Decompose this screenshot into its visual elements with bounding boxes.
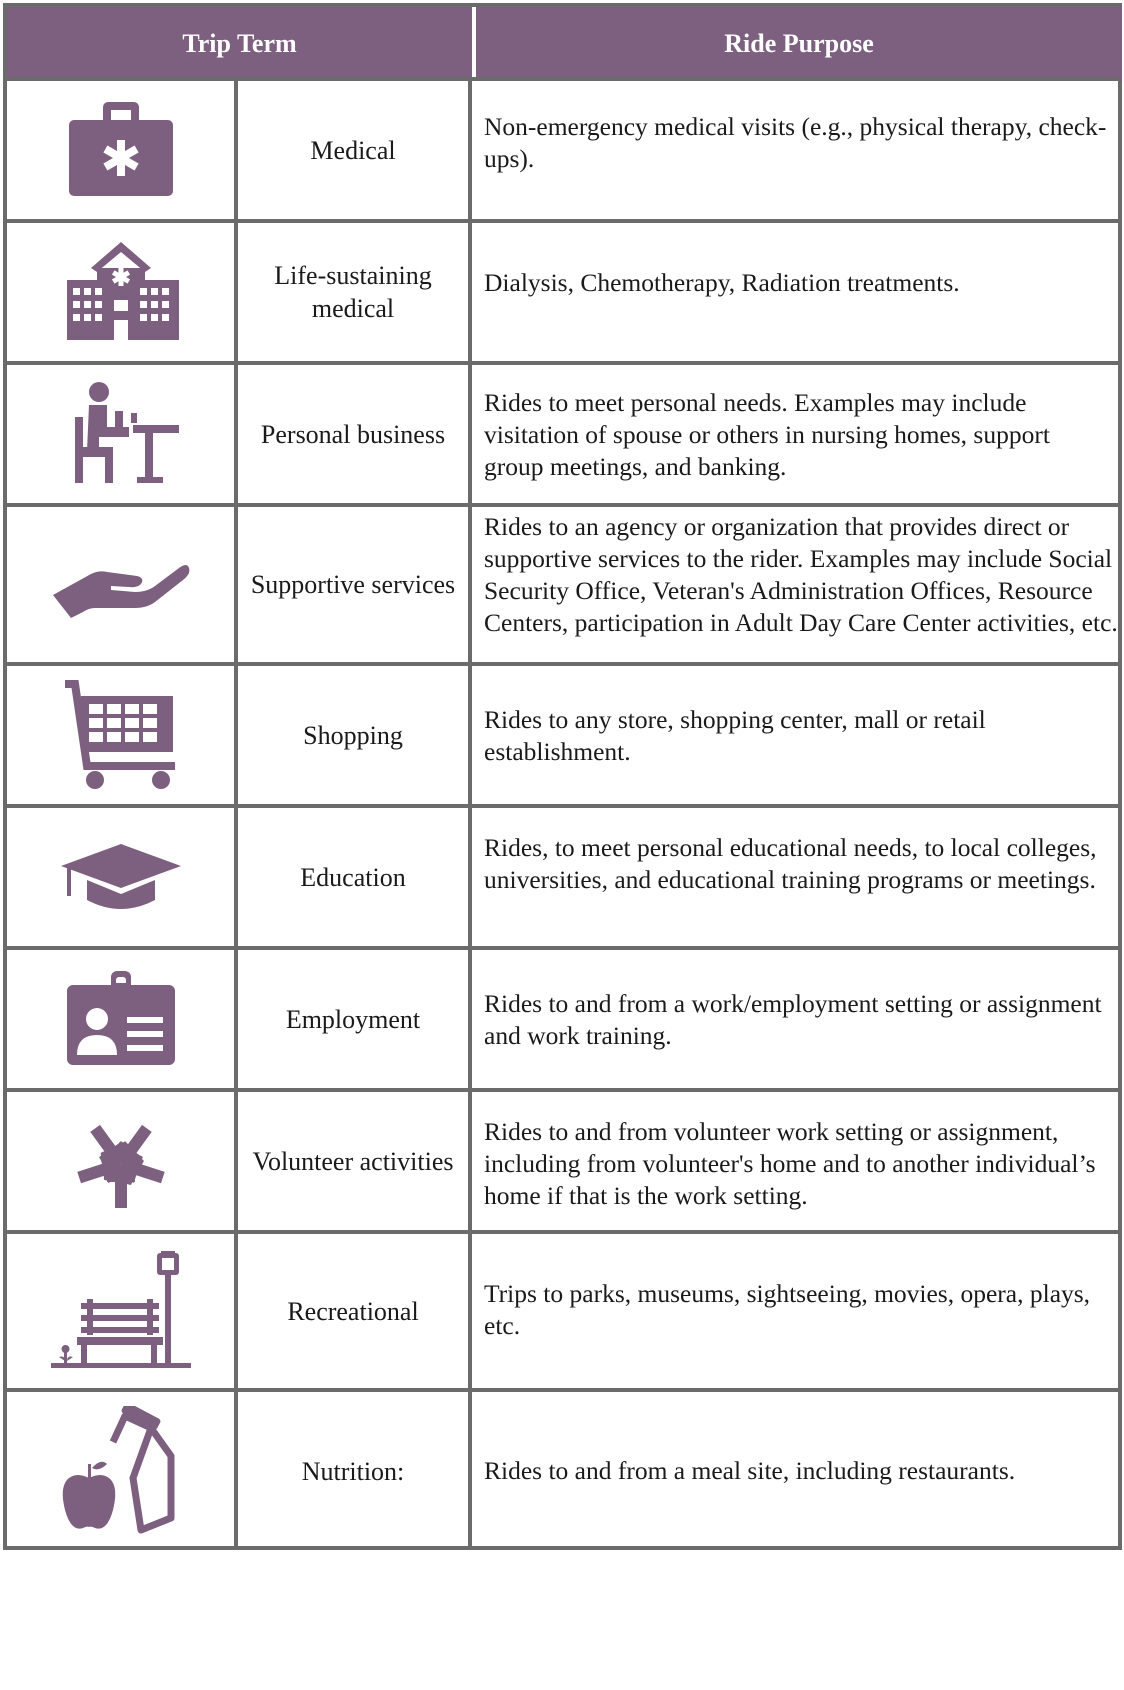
purpose-cell: Rides to meet personal needs. Examples may include visitation of spouse or others in nursing homes, support group meetings, and banking.: [484, 388, 1050, 481]
term-cell: Medical: [238, 81, 472, 219]
table-row: [7, 946, 1118, 1088]
table-row: [7, 804, 1118, 946]
term-cell: Volunteer activities: [238, 1092, 472, 1230]
person-at-desk-icon: [61, 381, 181, 487]
id-badge-icon: [61, 969, 181, 1069]
term-cell: Personal business: [238, 365, 472, 503]
open-hand-icon: [51, 550, 191, 620]
table-row: [7, 219, 1118, 361]
table-row: [7, 1230, 1118, 1388]
header-ride-purpose: Ride Purpose: [476, 7, 1122, 81]
purpose-cell: Non-emergency medical visits (e.g., physical therapy, check-ups).: [484, 112, 1107, 173]
graduation-cap-icon: [59, 842, 183, 912]
term-cell: Recreational: [238, 1234, 472, 1388]
medical-kit-icon: [61, 100, 181, 200]
term-cell: Shopping: [238, 666, 472, 804]
hands-together-icon: [56, 1096, 186, 1226]
table-row: [7, 503, 1118, 662]
lunch-bag-apple-icon: [61, 1406, 181, 1536]
table-row: [7, 361, 1118, 503]
trip-term-table: [3, 3, 1122, 1550]
purpose-cell: Rides to and from volunteer work setting or assignment, including from volunteer's home and to another individual’s home if that is the work setting.: [484, 1117, 1096, 1210]
purpose-cell: Dialysis, Chemotherapy, Radiation treatments.: [484, 268, 960, 297]
term-cell: Education: [238, 808, 472, 946]
term-cell: Employment: [238, 950, 472, 1088]
term-cell: Nutrition:: [238, 1392, 472, 1550]
term-cell: Supportive services: [238, 507, 472, 662]
table-row: [7, 662, 1118, 804]
header-trip-term: Trip Term: [7, 7, 472, 81]
purpose-cell: Rides to and from a work/employment setting or assignment and work training.: [484, 989, 1102, 1050]
term-cell: Life-sustaining medical: [238, 223, 472, 361]
table-row: [7, 77, 1118, 219]
purpose-cell: Rides to an agency or organization that provides direct or supportive services to the rider. Examples may include Social Security Office, Veteran's Administration Offices, Resource Centers, participation in Adult Day Care Center activities, etc.: [484, 512, 1118, 637]
table-row: [7, 1388, 1118, 1672]
park-bench-icon: [51, 1251, 191, 1371]
purpose-cell: Trips to parks, museums, sightseeing, movies, opera, plays, etc.: [484, 1279, 1091, 1340]
purpose-cell: Rides, to meet personal educational needs, to local colleges, universities, and educational training programs or meetings.: [484, 833, 1097, 894]
shopping-cart-icon: [61, 680, 181, 790]
hospital-icon: [61, 242, 181, 342]
purpose-cell: Rides to any store, shopping center, mall or retail establishment.: [484, 705, 986, 766]
table-row: [7, 1088, 1118, 1230]
purpose-cell: Rides to and from a meal site, including restaurants.: [484, 1456, 1016, 1485]
